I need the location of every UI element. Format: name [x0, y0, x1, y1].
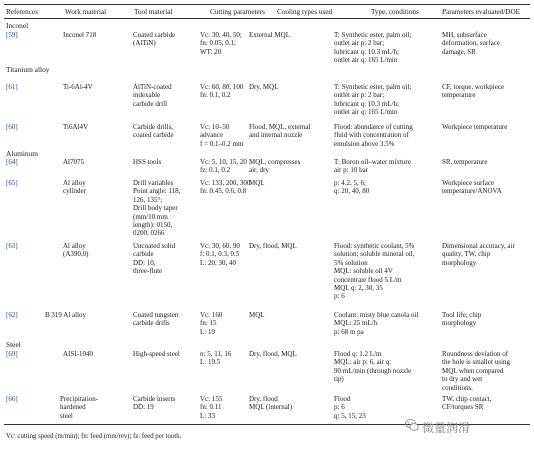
header-references: References — [6, 8, 38, 16]
header-type-conditions: Type, conditions — [371, 8, 419, 16]
row-cooling: Dry, flood MQL (internal) — [249, 395, 293, 412]
row-material: Al alloy cylinder — [63, 179, 86, 196]
row-tool: HSS tools — [133, 158, 162, 166]
row-ref[interactable]: [61] — [6, 83, 18, 91]
row-material: Precipitation- hardened steel — [60, 395, 99, 420]
header-tool-material: Tool material — [134, 8, 173, 16]
row-params: Vc: 60, 80, 100 fn: 0.1, 0.2 — [200, 83, 244, 100]
row-ref[interactable]: [63] — [6, 242, 18, 250]
row-cooling: MQL — [249, 179, 265, 187]
row-conditions: T: Synthetic ester, palm oil; outlet air p: 2 bar; lubricant q: 10.3 mL/h; outlet air q: 165 L/min — [334, 31, 412, 65]
row-ref[interactable]: [65] — [6, 179, 18, 187]
row-material: Ti-6Al-4V — [63, 83, 93, 91]
section-inconel: Inconel — [6, 21, 29, 30]
row-tool: Carbide inserts DD: 19 — [133, 395, 176, 412]
row-ref[interactable]: [69] — [6, 350, 18, 358]
row-material: Ti6Al4V — [63, 123, 89, 131]
footnote: Vc: cutting speed (m/min); fn: feed (mm/rev); fz: feed per tooth. — [6, 433, 182, 440]
row-ref[interactable]: [59] — [6, 31, 18, 39]
row-tool: Coated tungsten carbide drills — [133, 311, 179, 328]
row-params: Vc: 133, 200, 300 fn: 0.45, 0.6, 0.8 — [200, 179, 251, 196]
row-conditions: T: Synthetic ester, palm oil; outlet air p: 2 bar; lubricant q: 10.3 mL/h; outlet air q: 165 L/min — [334, 83, 412, 117]
row-cooling: External MQL — [249, 31, 291, 39]
wechat-icon — [405, 418, 419, 432]
row-evaluated: MH, subsurface deformation, surface damage, SR — [442, 31, 500, 56]
row-params: Vc: 30, 40, 50; fn: 0.05, 0.1; WT: 20 — [200, 31, 242, 56]
row-conditions: p: 4.2, 5, 6; q: 20, 40, 80 — [334, 179, 370, 196]
row-material: B 319 Al alloy — [45, 311, 87, 319]
row-cooling: MQL, compresses air, dry — [249, 158, 301, 175]
row-conditions: T: Boron oil–water mixture air p: 10 bar — [334, 158, 411, 175]
row-ref[interactable]: [64] — [6, 158, 18, 166]
row-evaluated: CF, torque, workpiece temperature — [442, 83, 505, 100]
row-params: Vc: 5, 10, 15, 20 fz: 0.1, 0.2 — [200, 158, 247, 175]
section-titanium: Titanium alloy — [6, 65, 50, 74]
row-ref[interactable]: [66] — [6, 395, 18, 403]
row-params: Vc: 10–50 advance f = 0.1–0.2 mm — [200, 123, 244, 148]
header-cooling-types: Cooling types used — [277, 8, 333, 16]
row-conditions: Flood q: 1.2 L/m MQL: air p: 6, air q: 90 mL/min (through nozzle tip) — [334, 350, 412, 384]
row-material: AISI-1040 — [63, 350, 93, 358]
row-ref[interactable]: [62] — [6, 311, 18, 319]
watermark-text: 微量润滑 — [422, 421, 471, 435]
row-tool: Carbide drills, coated carbide — [133, 123, 174, 140]
row-cooling: Dry, MQL — [249, 83, 279, 91]
row-cooling: Flood, MQL, external and internal nozzle — [249, 123, 311, 140]
row-ref[interactable]: [60] — [6, 123, 18, 131]
row-evaluated: Roundness deviation of the hole is smaller using MQL when compared to dry and wet conditions. — [442, 350, 511, 392]
row-tool: Coated carbide (AlTiN) — [133, 31, 176, 48]
header-bottom-rule — [4, 18, 530, 19]
row-material: Inconel 718 — [63, 31, 97, 39]
row-params: Vc: 155 fn: 0.11 L: 33 — [200, 395, 223, 420]
header-parameters-evaluated: Parameters evaluated/DOE — [442, 8, 521, 16]
row-params: n: 5, 11, 16 L: 19.5 — [200, 350, 232, 367]
row-tool: High-speed steel — [133, 350, 180, 358]
row-tool: AlTiN-coated indexable carbide drill — [133, 83, 172, 108]
row-evaluated: Workpiece temperature — [442, 123, 508, 131]
row-evaluated: Dimensional accuracy, air quality, TW, chip morphology — [442, 242, 515, 267]
row-conditions: Coolant: misty blue canola oil MQL: 25 mL/h p: 68 m pa — [334, 311, 419, 336]
row-material: Al alloy (A390.0) — [63, 242, 89, 259]
section-steel: Steel — [6, 340, 21, 349]
row-evaluated: SR, temperature — [442, 158, 488, 166]
section-aluminum: Aluminum — [6, 149, 39, 158]
row-cooling: Dry, flood, MQL — [249, 350, 297, 358]
header-work-material: Work material — [65, 8, 107, 16]
row-evaluated: Tool life, chip morphology — [442, 311, 482, 328]
row-tool: Uncoated solid carbide DD: 10, three-flute — [133, 242, 176, 276]
row-tool: Drill variables Point angle: 118, 126, 135°; Drill body taper (mm/10 mm length): 0150, 0200, 0266 — [133, 179, 181, 238]
row-conditions: Flood: abundance of cutting fluid with concentration of emulsion above 3.5% — [334, 123, 413, 148]
row-evaluated: TW, chip contact, CF/torques SR — [442, 395, 492, 412]
row-params: Vc: 30, 60, 90 f: 0.1, 0.3, 0.5 L: 20, 30, 40 — [200, 242, 240, 267]
row-params: Vc: 160 fn: 15 L: 19 — [200, 311, 223, 336]
row-conditions: Flood: synthetic coolant, 5% solution; soluble mineral oil, 5% solution MQL: soluble oil 4V concentrate flood 5 L/m MQL q: 2, 30, 35 p: 6 — [334, 242, 415, 301]
row-cooling: Dry, flood, MQL — [249, 242, 297, 250]
row-material: Al7075 — [63, 158, 84, 166]
row-cooling: MQL — [249, 311, 265, 319]
row-evaluated: Workpiece surface temperature/ANOVA — [442, 179, 502, 196]
table-top-rule — [4, 4, 530, 5]
row-conditions: Flood p: 6 q: 5, 15, 23 — [334, 395, 366, 420]
header-cutting-parameters: Cutting parameters — [210, 8, 265, 16]
